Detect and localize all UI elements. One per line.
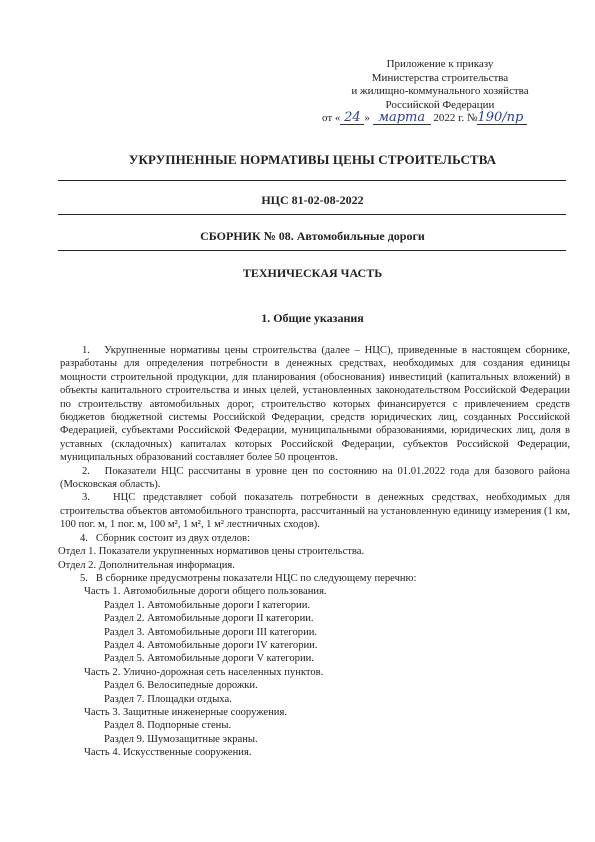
- appendix-line-2: Министерства строительства: [371, 71, 509, 84]
- document-body: [60, 344, 570, 760]
- list-part-1: Часть 1. Автомобильные дороги общего пользования.: [84, 586, 327, 598]
- divider-middle: [58, 214, 566, 215]
- appendix-line-4: Российской Федерации: [385, 98, 495, 111]
- handwritten-order-number: 190/пр: [477, 112, 527, 125]
- paragraph-5: 5. В сборнике предусмотрены показатели НЦС по следующему перечню:: [80, 572, 417, 584]
- list-section-7: Раздел 7. Площадки отдыха.: [104, 693, 232, 705]
- divider-bottom: [58, 250, 566, 251]
- list-section-1: Раздел 1. Автомобильные дороги I категории.: [104, 599, 311, 611]
- document-title: УКРУПНЕННЫЕ НОРМАТИВЫ ЦЕНЫ СТРОИТЕЛЬСТВА: [128, 152, 497, 167]
- paragraph-4: 4. Сборник состоит из двух отделов:: [80, 532, 250, 544]
- collection-title: СБОРНИК № 08. Автомобильные дороги: [200, 229, 425, 243]
- list-part-3: Часть 3. Защитные инженерные сооружения.: [84, 706, 287, 718]
- list-section-6: Раздел 6. Велосипедные дорожки.: [104, 680, 258, 692]
- appendix-block: [322, 58, 550, 126]
- list-section-2: Раздел 2. Автомобильные дороги II категории.: [104, 613, 314, 625]
- department-1: Отдел 1. Показатели укрупненных нормативов цены строительства.: [58, 546, 365, 558]
- list-section-4: Раздел 4. Автомобильные дороги IV категории.: [104, 639, 318, 651]
- list-section-8: Раздел 8. Подпорные стены.: [104, 720, 232, 732]
- department-2: Отдел 2. Дополнительная информация.: [58, 559, 235, 571]
- handwritten-day: 24: [340, 112, 364, 125]
- order-date-line: [322, 112, 550, 126]
- appendix-line-1: Приложение к приказу: [386, 58, 494, 70]
- date-prefix: от «: [322, 112, 341, 125]
- list-part-2: Часть 2. Улично-дорожная сеть населенных пунктов.: [84, 666, 324, 678]
- technical-part-heading: ТЕХНИЧЕСКАЯ ЧАСТЬ: [242, 266, 383, 280]
- list-section-3: Раздел 3. Автомобильные дороги III категории.: [104, 626, 318, 638]
- appendix-line-3: и жилищно-коммунального хозяйства: [351, 85, 529, 98]
- list-section-5: Раздел 5. Автомобильные дороги V категории.: [104, 653, 314, 665]
- paragraph-1: 1. Укрупненные нормативы цены строительства (далее – НЦС), приведенные в настоящем сборнике, разработаны для определения потребности в денежных средствах, необходимых для создания единицы мощности строительной продукции, для планирования (обоснования) инвестиций (капитальных вложений) в объекты капитального строительства и иных целей, установленных законодательством Российской Федерации по строительству автомобильных дорог, строительство которых финансируется с привлечением средств бюджетов бюджетной системы Российской Федерации, средств юридических лиц, созданных Российской Федерацией, субъектами Российской Федерации, муниципальными образованиями, юридических лиц, доля в уставных (складочных) капиталах которых Российской Федерации, субъектов Российской Федерации, муниципальных образований составляет более 50 процентов.: [60, 345, 570, 464]
- divider-top: [58, 180, 566, 181]
- list-section-9: Раздел 9. Шумозащитные экраны.: [104, 733, 258, 745]
- year-text: 2022 г. №: [433, 112, 478, 125]
- paragraph-3: 3. НЦС представляет собой показатель потребности в денежных средствах, необходимых для строительства объектов автомобильного транспорта, рассчитанный на установленную единицу измерения (1 км, 100 пог. м, 1 пог. м, 100 м², 1 м², 1 м² лестничных сходов).: [60, 492, 570, 531]
- list-part-4: Часть 4. Искусственные сооружения.: [84, 747, 252, 759]
- date-mid: »: [364, 112, 370, 125]
- paragraph-2: 2. Показатели НЦС рассчитаны в уровне цен по состоянию на 01.01.2022 года для базового района (Московская область).: [60, 465, 570, 491]
- handwritten-month: марта: [373, 112, 431, 125]
- section-heading: 1. Общие указания: [261, 311, 364, 325]
- norm-code: НЦС 81-02-08-2022: [261, 193, 364, 207]
